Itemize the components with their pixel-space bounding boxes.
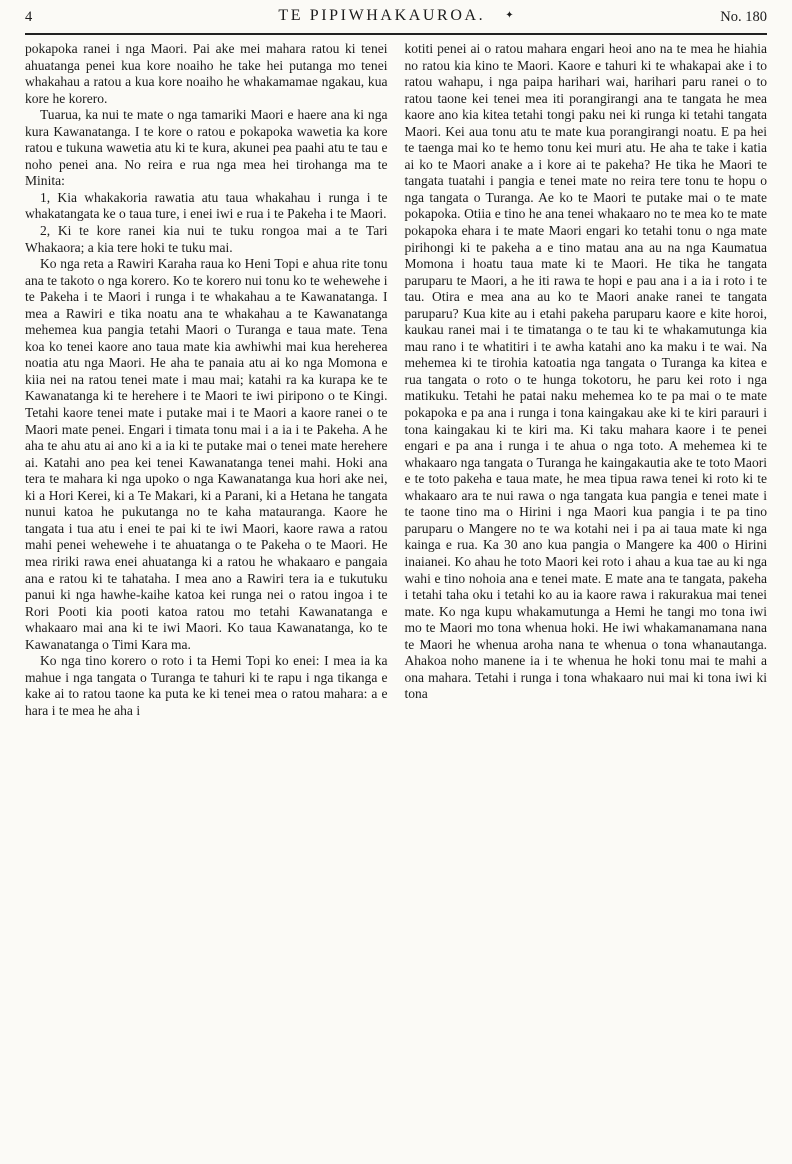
page-header [25, 6, 767, 30]
list-item-2: 2, Ki te kore ranei kia nui te tuku rongoa mai a te Tari Whakaora; a kia tere hoki te tuku mai. [25, 223, 388, 255]
masthead-title-wrap [25, 6, 767, 25]
paragraph: Ko nga tino korero o roto i ta Hemi Topi ko enei: I mea ia ka mahue i nga tangata o Turanga te tahuri ki te rapu i nga tikanga e kake ai to ratou taone ka puta ke ki tenei mea o ratou mahara: a e hara i te mea he aha i [25, 653, 388, 718]
header-rule [25, 33, 767, 35]
left-column [25, 41, 388, 719]
issue-number: No. 180 [720, 9, 767, 25]
right-column [405, 41, 768, 719]
paragraph: kotiti penei ai o ratou mahara engari heoi ano na te mea he hiahia no ratou kia kino te Maori. Kaore e tahuri ki te whakapai ake i to ratou wahapu, i nga paipa harihari wai, harihari paru ranei o to ratou taone kei tenei mea iti porangirangi ana te tangata he mea kaore ano kia kitea tetahi tongi paku nei ki runga ki tetahi tangata Maori. Kei aua tonu atu te mate kua porangirangi noatu. E pa hei te taenga mai ko te hemo tonu kei muri atu. He aha te take i katia ai ko te Maori anake a i kore ai te pakeha? He tika he Maori te tangata tuatahi i pangia e tenei mate no reira tere tonu te hopu o nga tangata o Turanga. Ae ko te Maori te putake mai o te mate pokapoka. Otiia e tino he ana tenei whakaaro no te mea ko te mate pokapoka ehara i te mate Maori engari ko tetahi tonu o nga mate pirihongi ki te pakeha a e tino matau ana au na nga Kaumatua Momona i hoatu taua mate ki te Maori. He tika he tangata paruparu te Maori, a he iti rawa te hopi e pau ana i a ia i roto i te tau. Otira e mea ana au ko te Maori anake ranei te tangata paruparu? Kua kite au i etahi pakeha paruparu kaore e kite horoi, kaukau ranei mai i te timatanga o te tau ki te whakamutunga kia mau rano i te whatitiri i te awha katahi ano ka maku i te wai. Na mehemea ki te tirohia katoatia nga tangata o Turanga ka kitea e rua tangata o roto o te hunga tokotoru, he paru kei roto i nga matikuku. Tetahi he patai naku mehemea ko te pa mai o te mate pokapoka e pa ana i runga i tona kaingakau ake ki te kiri parauri i tona kaingakau ki te kiri ma. Ki taku mahara kaore i te penei engari e pa ana i runga i te ahua o nga toto. A mehemea ki te whakaaro nga tangata o Turanga he kaingakautia ake te toto Maori e te toto pakeha e taua mate, he mea tipua rawa tenei ki roto ki te whakaaro ara te nui rawa o nga tangata kua pangia e tenei mate i te taone tino ma o Hirini i nga Maori kua pangia i te pa tino paruparu o Mangere no te wa kotahi nei i pa ai taua mate ki nga kainga e rua. Ka 30 ano kua pangia o Mangere ka 400 o Hirini inaianei. Ko ahau he toto Maori kei roto i ahau a kua tae au ki nga wahi e tino nohoia ana e tenei mate. E mate ana te tangata, pakeha i tetahi taha oku i tetahi ko au ia kaore rawa i rakurakua mai tenei mate. Ko nga kupu whakamutunga a Hemi he tangi mo tona iwi mo te Maori mo tona whenua hoki. He iwi whakamanamana nana te Maori he whenua aroha nana te whenua o tona whanautanga. Ahakoa noho manene ia i te whenua he hoki tonu mai te mahi a ona mahara. Tetahi i runga i tona whakaaro nui mai ki tona iwi ki tona [404, 41, 767, 702]
page-number: 4 [25, 9, 33, 25]
paragraph: Tuarua, ka nui te mate o nga tamariki Maori e haere ana ki nga kura Kawanatanga. I te kore o ratou e pokapoka wawetia ka kore ratou e tukuna wawetia atu ki te kura, akunei pea paahi atu te tau e noho penei ana. No reira e rua nga mea hei tirohanga ma te Minita: [25, 107, 388, 189]
paragraph: Ko nga reta a Rawiri Karaha raua ko Heni Topi e ahua rite tonu ana te takoto o nga korero. Ko te korero nui tonu ko te wehewehe i te Pakeha i te Maori i runga i te whakahau a te Kawanatanga. I mea a Rawiri e tika noatu ana te whakahau a te Kawanatanga mehemea kua pangia tetahi Maori o Turanga e taua mate. Tena koa ko tenei kaore ano taua mate kia awhiwhi mai kua hereherea noatia atu nga Maori. He aha te panaia atu ai ko nga Momona e kiia nei na ratou tenei mate i mau mai; katahi ra ka kurapa ke te Kawanatanga ki te herehere i te Maori te iwi piripono o te Kingi. Tetahi kaore tenei mate i putake mai i te Maori a kaore ranei o te Maori mate penei. Engari i timata tonu mai i a ia i te Pakeha. A he aha te ahu atu ai ano ki a ia ki te putake mai o tenei mate herehere ai. Katahi ano pea kei tenei Kawanatanga tenei mahi. Hoki ana tera te mahara ki nga upoko o nga Kawanatanga kua hori ake nei, ki a Hori Kerei, ki a Te Makari, ki a Parani, ki a Hetana he tangata nunui katoa he pukutanga no te kaha matauranga. Kaore he tangata i tua atu i enei te pai ki te iwi Maori, kaore rawa a ratou mahi penei wehewehe i te ahuatanga o te Pakeha o te Maori. He mea ririki rawa enei ahuatanga ki a ratou he whakaaro e pangaia ana e ratou ki te tahataha. I mea ano a Rawiri tera ia e tukutuku panui ki nga hawhe-kaihe katoa kei runga nei o ratou ingoa i te Rori Pooti kia pooti katoa ratou mo tetahi Kawanatanga e whakaaro mai ana ki te iwi Maori. Ko taua Kawanatanga, ko te Kawanatanga o Timi Kara ma. [25, 256, 388, 652]
fleuron-icon: ✦ [505, 10, 514, 21]
list-item-1: 1, Kia whakakoria rawatia atu taua whakahau i runga i te whakatangata ke o taua ture, i enei iwi e rua i te Pakeha i te Maori. [25, 189, 388, 222]
text-columns [25, 41, 767, 719]
newspaper-title: TE PIPIWHAKAUROA. [278, 7, 486, 24]
paragraph: pokapoka ranei i nga Maori. Pai ake mei mahara ratou ki tenei ahuatanga penei kua kore noaiho he take hei putanga mo tenei whakahau a ratou a kua kore noaiho he whakamamae ngakau, kua kore he korero. [25, 41, 388, 106]
